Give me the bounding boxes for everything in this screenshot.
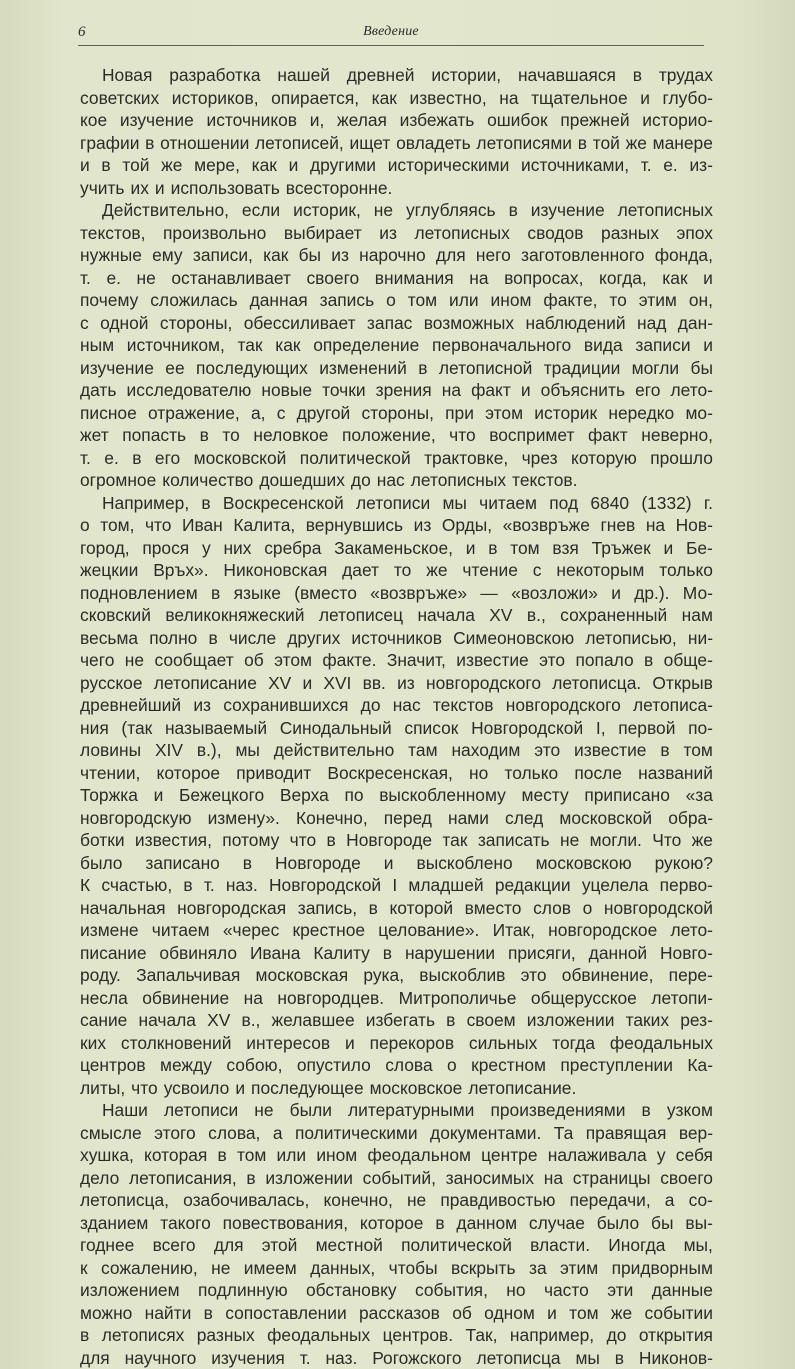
text-line: чего не сообщает об этом факте. Значит, известие это попало в обще-: [80, 649, 713, 672]
text-line: Новая разработка нашей древней истории, начавшаяся в трудах: [80, 64, 713, 87]
text-line: ботки известия, потому что в Новгороде так записать не могли. Что же: [80, 829, 713, 852]
page-number: 6: [78, 24, 86, 41]
text-line: ловины XIV в.), мы действительно там находим это известие в том: [80, 739, 713, 762]
text-line: графии в отношении летописей, ищет овладеть летописями в той же манере: [80, 132, 713, 155]
text-line: летописца, озабочивалась, конечно, не правдивостью передачи, а со-: [80, 1189, 713, 1212]
text-line: ния (так называемый Синодальный список Новгородской I, первой по-: [80, 717, 713, 740]
text-line: подновлением в языке (вместо «возвръже» — «возложи» и др.). Мо-: [80, 582, 713, 605]
text-line: роду. Запальчивая московская рука, выскоблив это обвинение, пере-: [80, 964, 713, 987]
paragraph: [80, 1099, 713, 1369]
text-line: для научного изучения т. наз. Рогожского летописца мы в Никонов-: [80, 1347, 713, 1369]
text-line: новгородскую измену». Конечно, перед нами след московской обра-: [80, 807, 713, 830]
text-line: весьма полно в числе других источников Симеоновскою летописью, ни-: [80, 627, 713, 650]
paragraph: [80, 64, 713, 199]
text-line: писное отражение, а, с другой стороны, при этом историк нередко мо-: [80, 402, 713, 425]
text-line: было записано в Новгороде и выскоблено московскою рукою?: [80, 852, 713, 875]
text-line: изложением подлинную обстановку события, но часто эти данные: [80, 1279, 713, 1302]
text-line: советских историков, опирается, как известно, на тщательное и глубо-: [80, 87, 713, 110]
text-line: К счастью, в т. наз. Новгородской I младшей редакции уцелела перво-: [80, 874, 713, 897]
text-line: можно найти в сопоставлении рассказов об одном и том же событии: [80, 1302, 713, 1325]
text-line: древнейший из сохранившихся до нас текстов новгородского летописа-: [80, 694, 713, 717]
text-line: жецкии Връх». Никоновская дает то же чтение с некоторым только: [80, 559, 713, 582]
text-line: русское летописание XV и XVI вв. из новгородского летописца. Открыв: [80, 672, 713, 695]
text-line: сание начала XV в., желавшее избегать в своем изложении таких рез-: [80, 1009, 713, 1032]
text-line: Действительно, если историк, не углубляясь в изучение летописных: [80, 199, 713, 222]
text-line: литы, что усвоило и последующее московское летописание.: [80, 1077, 713, 1100]
paragraph: [80, 492, 713, 1100]
paragraph: [80, 199, 713, 492]
header-rule: [78, 45, 704, 46]
running-title: Введение: [78, 24, 704, 40]
text-line: чтении, которое приводит Воскресенская, но только после названий: [80, 762, 713, 785]
text-line: жет попасть в то неловкое положение, что воспримет факт неверно,: [80, 424, 713, 447]
text-line: в летописях разных феодальных центров. Так, например, до открытия: [80, 1324, 713, 1347]
text-line: сковский великокняжеский летописец начала XV в., сохраненный нам: [80, 604, 713, 627]
text-line: учить их и использовать всесторонне.: [80, 177, 713, 200]
body-text: [80, 64, 713, 1369]
text-line: хушка, которая в том или ином феодальном центре налаживала у себя: [80, 1144, 713, 1167]
text-line: дело летописания, в изложении событий, заносимых на страницы своего: [80, 1167, 713, 1190]
text-line: смысле этого слова, а политическими документами. Та правящая вер-: [80, 1122, 713, 1145]
text-line: писание обвиняло Ивана Калиту в нарушении присяги, данной Новго-: [80, 942, 713, 965]
text-line: почему сложилась данная запись о том или ином факте, то этим он,: [80, 289, 713, 312]
text-line: ких столкновений интересов и перекоров сильных тогда феодальных: [80, 1032, 713, 1055]
text-line: огромное количество дошедших до нас летописных текстов.: [80, 469, 713, 492]
running-head: [78, 24, 704, 46]
text-line: ным источником, так как определение первоначального вида записи и: [80, 334, 713, 357]
text-line: о том, что Иван Калита, вернувшись из Орды, «возвръже гнев на Нов-: [80, 514, 713, 537]
text-line: город, прося у них сребра Закаменьское, и в том взя Тръжек и Бе-: [80, 537, 713, 560]
text-line: нужные ему записи, как бы из нарочно для него заготовленного фонда,: [80, 244, 713, 267]
text-line: т. е. не останавливает своего внимания на вопросах, когда, как и: [80, 267, 713, 290]
text-line: Наши летописи не были литературными произведениями в узком: [80, 1099, 713, 1122]
text-line: т. е. в его московской политической трактовке, чрез которую прошло: [80, 447, 713, 470]
text-line: измене читаем «черес крестное целование». Итак, новгородское лето-: [80, 919, 713, 942]
text-line: годнее всего для этой местной политической власти. Иногда мы,: [80, 1234, 713, 1257]
text-line: центров между собою, опустило слова о крестном преступлении Ка-: [80, 1054, 713, 1077]
text-line: начальная новгородская запись, в которой вместо слов о новгородской: [80, 897, 713, 920]
text-line: Например, в Воскресенской летописи мы читаем под 6840 (1332) г.: [80, 492, 713, 515]
text-line: Торжка и Бежецкого Верха по выскобленному месту приписано «за: [80, 784, 713, 807]
text-line: несла обвинение на новгородцев. Митрополичье общерусское летопи-: [80, 987, 713, 1010]
text-line: кое изучение источников и, желая избежать ошибок прежней историо-: [80, 109, 713, 132]
text-line: дать исследователю новые точки зрения на факт и объяснить его лето-: [80, 379, 713, 402]
text-line: текстов, произвольно выбирает из летописных сводов разных эпох: [80, 222, 713, 245]
text-line: изучение ее последующих изменений в летописной традиции могли бы: [80, 357, 713, 380]
text-line: с одной стороны, обессиливает запас возможных наблюдений над дан-: [80, 312, 713, 335]
text-line: зданием такого повествования, которое в данном случае было бы вы-: [80, 1212, 713, 1235]
text-line: к сожалению, не имеем данных, чтобы вскрыть за этим придворным: [80, 1257, 713, 1280]
text-line: и в той же мере, как и другими историческими источниками, т. е. из-: [80, 154, 713, 177]
